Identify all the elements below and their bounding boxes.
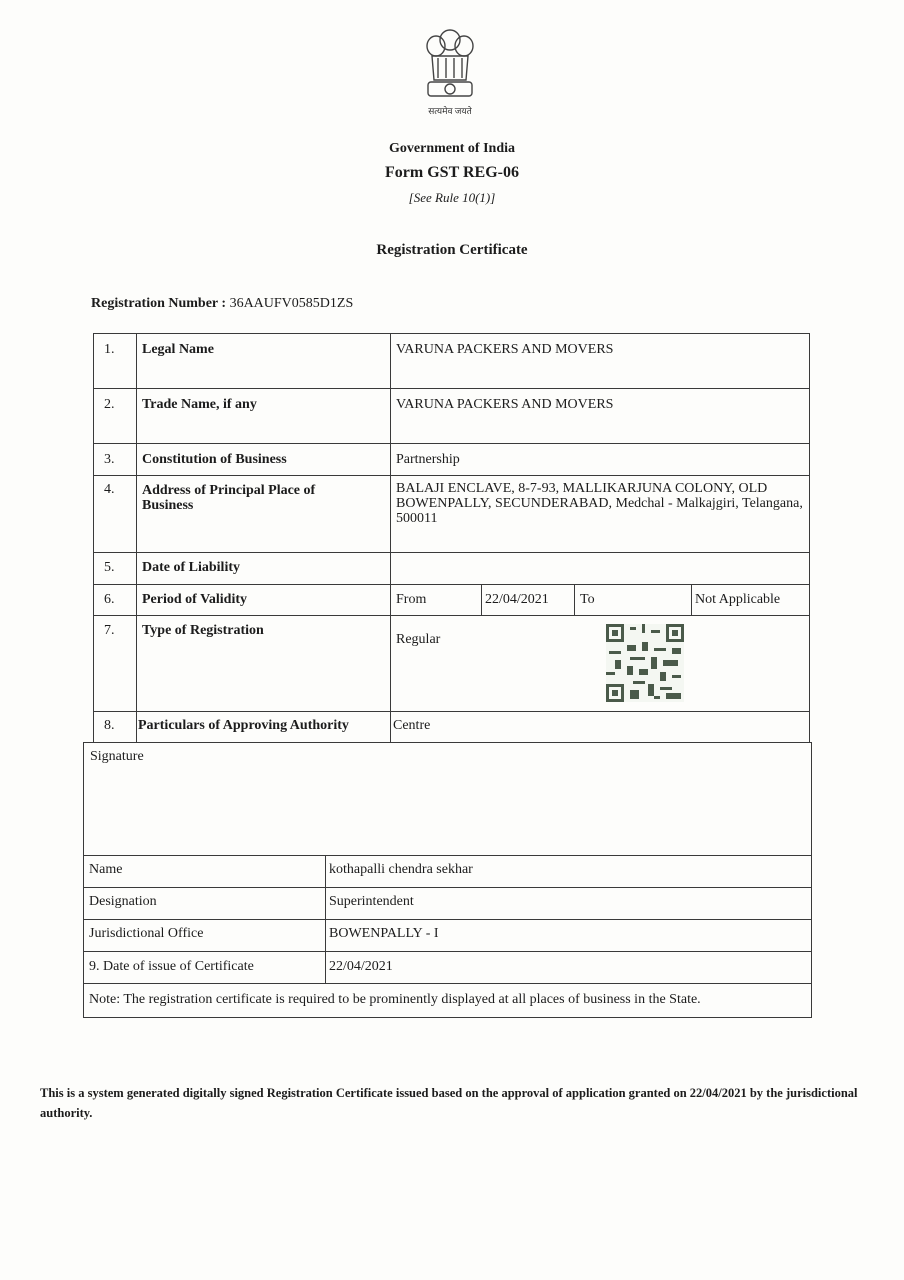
rule-reference: [See Rule 10(1)] (408, 190, 496, 205)
legal-name-label: Legal Name (142, 342, 214, 357)
row-8-number: 8. (104, 718, 115, 733)
jurisdictional-office-label: Jurisdictional Office (89, 926, 204, 941)
row-6-number: 6. (104, 592, 115, 607)
digital-signature-footer: This is a system generated digitally signed Registration Certificate issued based on the approval of application granted on 22/04/2021 by the jurisdictional authority. (40, 1086, 858, 1120)
constitution-value: Partnership (396, 452, 460, 467)
motto: सत्यमेव जयते (428, 106, 472, 116)
registration-label: Registration Number : (91, 296, 227, 311)
trade-name-label: Trade Name, if any (142, 397, 257, 412)
registration-number (91, 296, 353, 312)
designation-label: Designation (89, 894, 157, 909)
issue-date-label: 9. Date of issue of Certificate (89, 959, 254, 974)
validity-to-value: Not Applicable (695, 592, 781, 607)
national-emblem-icon (418, 22, 482, 110)
page-title: Registration Certificate (376, 242, 528, 258)
issue-date-value: 22/04/2021 (329, 959, 393, 974)
row-2-number: 2. (104, 397, 115, 412)
period-of-validity-label: Period of Validity (142, 592, 248, 607)
type-of-registration-value: Regular (396, 632, 441, 647)
registration-value: 36AAUFV0585D1ZS (229, 296, 354, 311)
date-of-liability-label: Date of Liability (142, 560, 240, 575)
validity-from-date: 22/04/2021 (485, 592, 549, 607)
row-7-number: 7. (104, 623, 115, 638)
approving-authority-label: Particulars of Approving Authority (138, 718, 349, 733)
address-label: Address of Principal Place of Business (142, 483, 316, 513)
display-note: Note: The registration certificate is required to be prominently displayed at all places of business in the State. (89, 992, 701, 1007)
signature-label: Signature (90, 749, 144, 764)
legal-name-value: VARUNA PACKERS AND MOVERS (396, 342, 614, 357)
validity-from-label: From (396, 592, 427, 607)
validity-to-label: To (580, 592, 595, 607)
signatory-name-value: kothapalli chendra sekhar (329, 862, 473, 877)
row-1-number: 1. (104, 342, 115, 357)
type-of-registration-label: Type of Registration (142, 623, 264, 638)
form-title: Form GST REG-06 (385, 164, 519, 181)
row-4-number: 4. (104, 482, 115, 497)
government-title: Government of India (389, 141, 515, 156)
designation-value: Superintendent (329, 894, 414, 909)
approving-authority-value: Centre (393, 718, 431, 733)
qr-code-icon (606, 624, 684, 702)
row-3-number: 3. (104, 452, 115, 467)
address-value: BALAJI ENCLAVE, 8-7-93, MALLIKARJUNA COLONY, OLD BOWENPALLY, SECUNDERABAD, Medchal - Malkajgiri, Telangana, 500011 (396, 481, 803, 526)
signatory-name-label: Name (89, 862, 123, 877)
row-5-number: 5. (104, 560, 115, 575)
trade-name-value: VARUNA PACKERS AND MOVERS (396, 397, 614, 412)
constitution-label: Constitution of Business (142, 452, 287, 467)
jurisdictional-office-value: BOWENPALLY - I (329, 926, 439, 941)
